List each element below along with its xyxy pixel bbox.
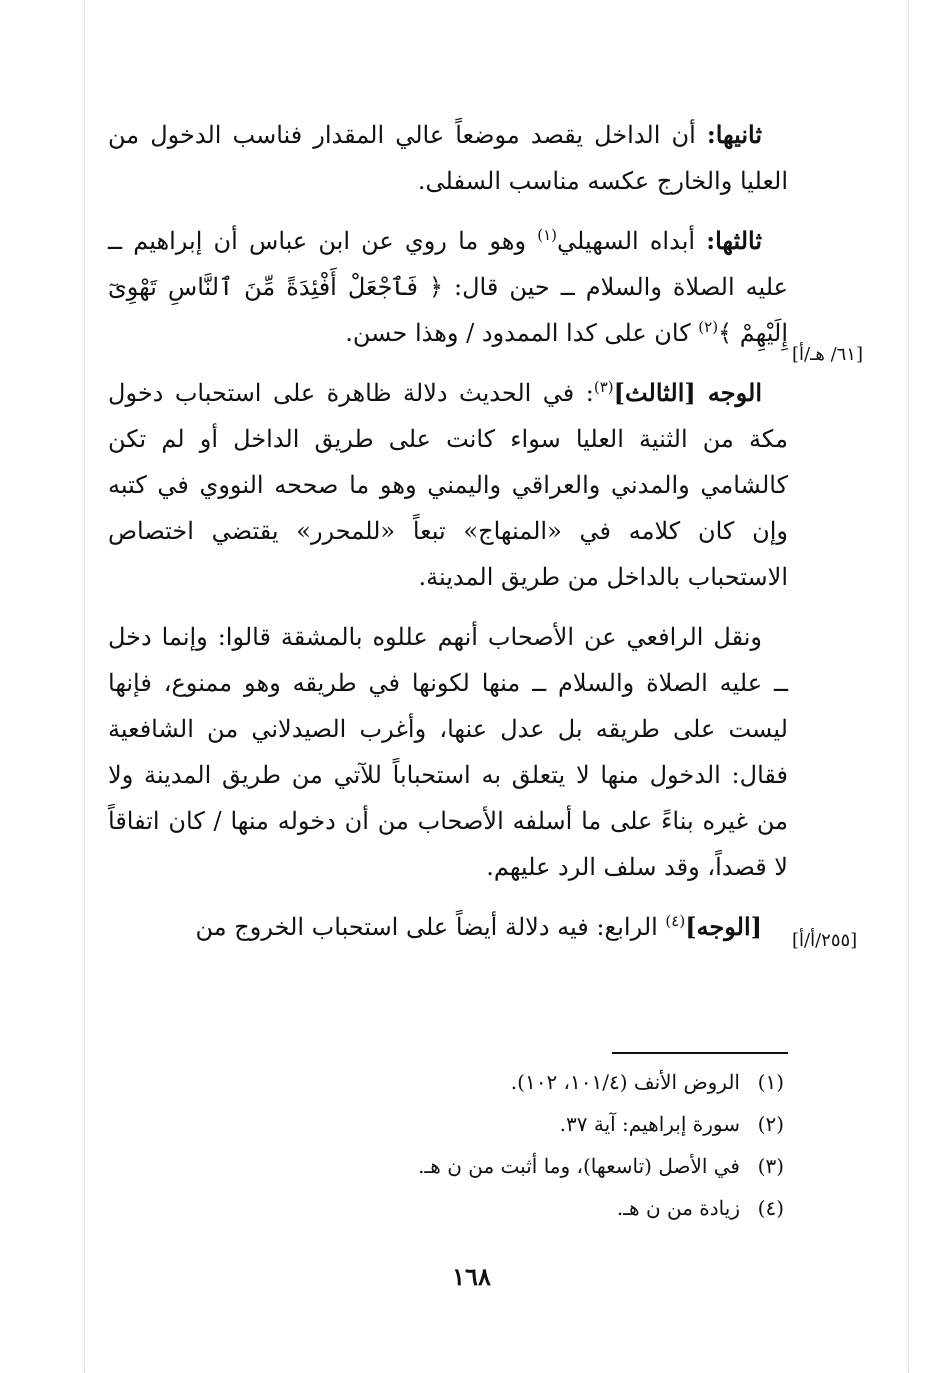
paragraph-text: وهو ما روي عن ابن عباس أن إبراهيم ــ عليه الصلاة والسلام ــ حين قال: ﴿ فَٱجْعَلْ أَفْئِدَةً مِّنَ ٱلنَّاسِ تَهْوِىٓ إِلَيْهِمْ ﴾ xyxy=(108,227,788,347)
paragraph-lead: ثانيها: xyxy=(706,120,763,149)
paragraph-lead: [الوجه] xyxy=(685,912,762,941)
paragraph-wajh-3 xyxy=(108,370,788,600)
footnote-item xyxy=(108,1190,788,1226)
paragraph-lead: ثالثها: xyxy=(706,226,762,255)
footnote-text: سورة إبراهيم: آية ٣٧. xyxy=(559,1112,740,1136)
margin-folio-ref: [٢٥٥/أ/أ] xyxy=(792,930,858,951)
paragraph-text: ونقل الرافعي عن الأصحاب أنهم عللوه بالمشقة قالوا: وإنما دخل ــ عليه الصلاة والسلام ــ منها لكونها في طريقه وهو ممنوع، فإنها ليست على طريقه بل عدل عنها، وأغرب الصيدلاني من الشافعية فقال: الدخول منها لا يتعلق به استحباباً للآتي من طريق المدينة ولا من غيره بناءً على ما أسلفه الأصحاب من أن دخوله منها / كان اتفاقاً لا قصداً، وقد سلف الرد عليهم. xyxy=(108,623,788,881)
footnote-item xyxy=(108,1148,788,1184)
paragraph-2 xyxy=(108,112,788,204)
footnote-ref-2[interactable]: (٢) xyxy=(698,318,719,336)
footnote-number: (١) xyxy=(757,1070,784,1094)
paragraph-3 xyxy=(108,218,788,356)
footnote-number: (٣) xyxy=(757,1154,784,1178)
footnotes xyxy=(108,1064,788,1232)
footnote-ref-4[interactable]: (٤) xyxy=(665,912,686,930)
paragraph-text: : في الحديث دلالة ظاهرة على استحباب دخول مكة من الثنية العليا سواء كانت على طريق الداخل أو لم تكن كالشامي والمدني والعراقي واليمني وهو ما صححه النووي في كتبه وإن كان كلامه في «المنهاج» تبعاً «للمحرر» يقتضي اختصاص الاستحباب بالداخل من طريق المدينة. xyxy=(108,379,788,591)
footnote-ref-3[interactable]: (٣) xyxy=(593,378,614,396)
footnote-separator xyxy=(612,1052,788,1054)
footnote-text: زيادة من ن هـ. xyxy=(616,1196,740,1220)
footnote-item xyxy=(108,1064,788,1100)
scan-rule-right xyxy=(908,0,909,1373)
footnote-number: (٤) xyxy=(757,1196,784,1220)
page-number: ١٦٨ xyxy=(452,1262,491,1291)
footnote-ref-1[interactable]: (١) xyxy=(537,226,558,244)
main-text xyxy=(108,112,788,964)
paragraph-wajh-4 xyxy=(108,904,788,950)
paragraph-text: كان على كدا الممدود / وهذا حسن. xyxy=(345,319,699,347)
footnote-number: (٢) xyxy=(757,1112,784,1136)
footnote-text: في الأصل (تاسعها)، وما أثبت من ن هـ. xyxy=(418,1154,740,1178)
paragraph-rafii xyxy=(108,614,788,890)
paragraph-text: أن الداخل يقصد موضعاً عالي المقدار فناسب الدخول من العليا والخارج عكسه مناسب السفلى. xyxy=(108,121,788,195)
footnote-text: الروض الأنف (١٠١/٤، ١٠٢). xyxy=(510,1070,740,1094)
paragraph-text: الرابع: فيه دلالة أيضاً على استحباب الخروج من xyxy=(195,913,666,941)
paragraph-text: أبداه السهيلي xyxy=(557,227,707,255)
scan-rule-left xyxy=(84,0,85,1373)
margin-folio-ref: [٦١/ هـ/أ] xyxy=(792,344,864,365)
footnote-item xyxy=(108,1106,788,1142)
paragraph-lead: الوجه [الثالث] xyxy=(613,378,763,407)
